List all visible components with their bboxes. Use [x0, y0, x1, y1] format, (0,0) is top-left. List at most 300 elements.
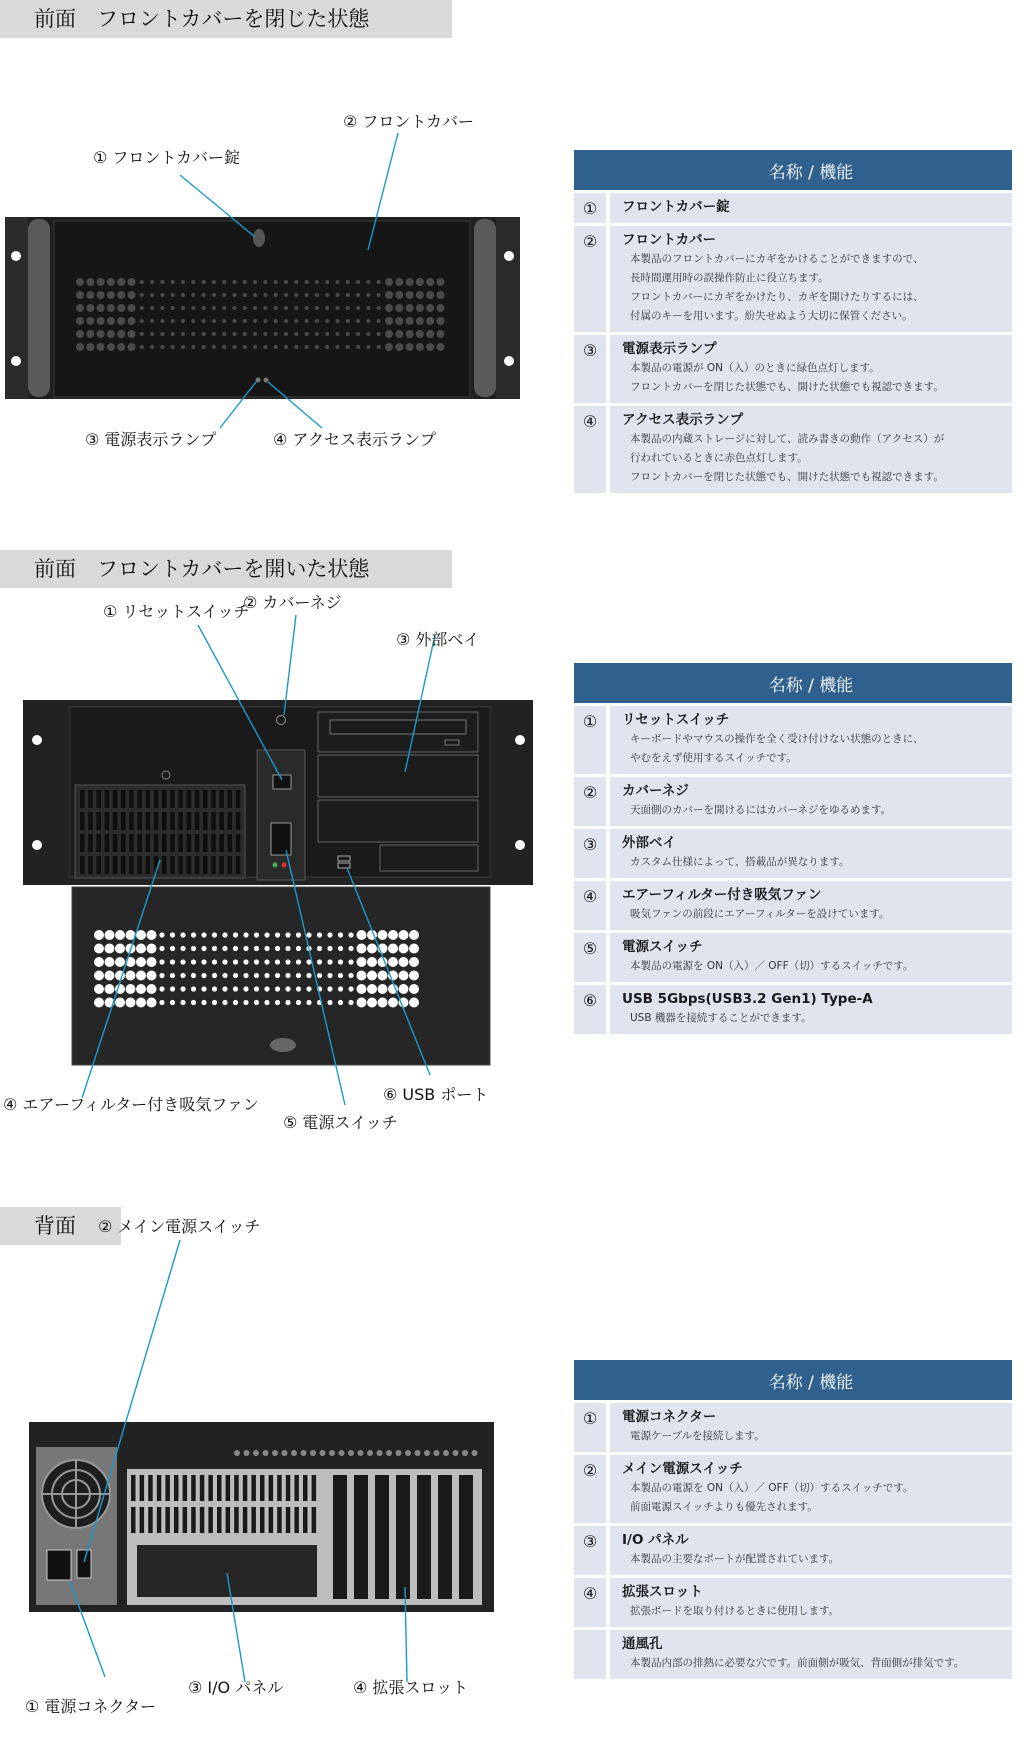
vent-hole: [171, 345, 175, 349]
vent-hole: [338, 959, 343, 964]
vent-hole: [325, 332, 329, 336]
filter-slot: [203, 834, 208, 852]
row-number: ②: [574, 777, 610, 826]
vent-hole: [253, 1450, 259, 1456]
item-title: メイン電源スイッチ: [622, 1461, 743, 1477]
vent-hole: [274, 306, 278, 310]
vent-hole: [222, 345, 226, 349]
vent-hole: [325, 306, 329, 310]
filter-slot: [129, 856, 134, 874]
vent-hole: [395, 291, 403, 299]
exhaust-slot: [286, 1507, 291, 1533]
vent-hole: [395, 343, 403, 351]
section-header-rear: 背面: [0, 1207, 121, 1245]
vent-hole: [243, 280, 247, 284]
exhaust-slot: [217, 1475, 222, 1501]
vent-hole: [367, 944, 377, 954]
vent-hole: [346, 306, 350, 310]
vent-hole: [191, 932, 196, 937]
vent-hole: [325, 345, 329, 349]
vent-hole: [367, 984, 377, 994]
cover-lock-icon: [253, 229, 265, 247]
vent-hole: [222, 306, 226, 310]
vent-hole: [105, 971, 115, 981]
vent-hole: [202, 345, 206, 349]
vent-hole: [136, 944, 146, 954]
front-closed-diagram: [0, 0, 560, 470]
vent-hole: [367, 957, 377, 967]
vent-hole: [212, 1000, 217, 1005]
vent-hole: [117, 291, 125, 299]
vent-hole: [426, 317, 434, 325]
filter-slot: [154, 834, 159, 852]
vent-hole: [327, 946, 332, 951]
vent-hole: [336, 332, 340, 336]
vent-hole: [117, 304, 125, 312]
exhaust-slot: [303, 1507, 308, 1533]
vent-hole: [377, 1450, 383, 1456]
handle-right: [474, 219, 496, 397]
vent-hole: [147, 998, 157, 1008]
vent-hole: [274, 280, 278, 284]
vent-hole: [202, 306, 206, 310]
callout-main-power-switch: ② メイン電源スイッチ: [98, 1217, 261, 1236]
exhaust-slot: [260, 1507, 265, 1533]
vent-hole: [212, 345, 216, 349]
vent-hole: [86, 343, 94, 351]
vent-hole: [385, 330, 393, 338]
vent-hole: [222, 319, 226, 323]
vent-hole: [272, 1450, 278, 1456]
filter-slot: [154, 790, 159, 808]
vent-hole: [357, 944, 367, 954]
vent-hole: [86, 317, 94, 325]
vent-hole: [243, 1000, 248, 1005]
vent-hole: [150, 280, 154, 284]
callout-external-bay: ③ 外部ベイ: [396, 630, 480, 649]
power-switch: [271, 823, 291, 855]
vent-hole: [180, 959, 185, 964]
vent-hole: [409, 944, 419, 954]
filter-slot: [88, 834, 93, 852]
spec-table-header-row: [574, 663, 1012, 703]
vent-hole: [243, 293, 247, 297]
vent-hole: [212, 332, 216, 336]
vent-hole: [338, 946, 343, 951]
vent-hole: [405, 1450, 411, 1456]
vent-hole: [338, 973, 343, 978]
exhaust-slot: [208, 1475, 213, 1501]
vent-hole: [140, 319, 144, 323]
vent-hole: [150, 332, 154, 336]
vent-hole: [284, 280, 288, 284]
filter-slot: [121, 790, 126, 808]
vent-hole: [327, 986, 332, 991]
vent-hole: [254, 946, 259, 951]
exhaust-slot: [200, 1475, 205, 1501]
vent-hole: [97, 343, 105, 351]
vent-hole: [310, 1450, 316, 1456]
exhaust-slot: [243, 1507, 248, 1533]
filter-slot: [219, 856, 224, 874]
vent-hole: [150, 293, 154, 297]
vent-hole: [171, 332, 175, 336]
filter-slot: [96, 834, 101, 852]
vent-hole: [233, 280, 237, 284]
vent-hole: [128, 291, 136, 299]
table-row: [574, 985, 1012, 1034]
exhaust-slot: [269, 1475, 274, 1501]
vent-hole: [170, 986, 175, 991]
table-row: [574, 777, 1012, 826]
vent-hole: [140, 332, 144, 336]
vent-hole: [399, 944, 409, 954]
vent-hole: [336, 345, 340, 349]
vent-hole: [254, 986, 259, 991]
expansion-slot-cover: [459, 1475, 473, 1599]
filter-slot: [162, 790, 167, 808]
filter-slot: [105, 834, 110, 852]
vent-hole: [233, 932, 238, 937]
vent-hole: [320, 1450, 326, 1456]
exhaust-slot: [226, 1507, 231, 1533]
filter-slot: [162, 812, 167, 830]
vent-hole: [160, 332, 164, 336]
vent-hole: [348, 946, 353, 951]
filter-slot: [228, 812, 233, 830]
item-title: 拡張スロット: [622, 1584, 703, 1600]
table-row: [574, 706, 1012, 774]
callout-power-connector: ① 電源コネクター: [25, 1697, 157, 1716]
exhaust-slot: [165, 1475, 170, 1501]
vent-hole: [377, 280, 381, 284]
vent-hole: [202, 280, 206, 284]
item-description: 本製品の主要なポートが配置されています。: [630, 1553, 840, 1565]
vent-hole: [201, 959, 206, 964]
vent-hole: [356, 306, 360, 310]
item-description: 拡張ボードを取り付けるときに使用します。: [630, 1605, 840, 1617]
vent-hole: [388, 998, 398, 1008]
front-open-diagram: [0, 550, 560, 1150]
filter-slot: [236, 790, 241, 808]
vent-hole: [399, 984, 409, 994]
spec-table-header: 名称 / 機能: [610, 1360, 1012, 1400]
filter-slot: [88, 812, 93, 830]
vent-hole: [472, 1450, 478, 1456]
callout-front-cover: ② フロントカバー: [343, 112, 474, 131]
filter-slot: [236, 856, 241, 874]
vent-hole: [409, 984, 419, 994]
callout-cover-screw: ② カバーネジ: [243, 593, 342, 612]
item-description: 天面側のカバーを開けるにはカバーネジをゆるめます。: [630, 804, 892, 816]
vent-hole: [191, 1000, 196, 1005]
vent-hole: [395, 278, 403, 286]
vent-hole: [233, 1000, 238, 1005]
vent-hole: [264, 946, 269, 951]
spec-table-rear: [574, 1357, 1012, 1682]
access-lamp-icon: [264, 378, 269, 383]
vent-hole: [315, 332, 319, 336]
vent-hole: [275, 946, 280, 951]
exhaust-slot: [226, 1475, 231, 1501]
vent-hole: [150, 306, 154, 310]
vent-hole: [191, 280, 195, 284]
vent-hole: [243, 319, 247, 323]
vent-hole: [254, 973, 259, 978]
vent-hole: [348, 973, 353, 978]
row-number: ⑤: [574, 933, 610, 982]
filter-slot: [211, 856, 216, 874]
vent-hole: [356, 280, 360, 284]
item-description: 吸気ファンの前段にエアーフィルターを設けています。: [630, 908, 890, 920]
vent-hole: [275, 932, 280, 937]
vent-hole: [243, 306, 247, 310]
vent-hole: [243, 932, 248, 937]
vent-hole: [191, 986, 196, 991]
spec-table-header-row: [574, 1360, 1012, 1400]
header-num-cell: [574, 150, 610, 190]
item-title: 外部ベイ: [622, 835, 676, 851]
vent-hole: [107, 278, 115, 286]
row-number: ④: [574, 1578, 610, 1627]
vent-hole: [395, 317, 403, 325]
vent-hole: [426, 291, 434, 299]
vent-hole: [367, 971, 377, 981]
filter-slot: [178, 812, 183, 830]
vent-hole: [117, 343, 125, 351]
vent-hole: [388, 930, 398, 940]
vent-hole: [437, 278, 445, 286]
vent-hole: [358, 1450, 364, 1456]
table-row: [574, 1403, 1012, 1452]
exhaust-slot: [183, 1475, 188, 1501]
vent-hole: [284, 319, 288, 323]
vent-hole: [416, 278, 424, 286]
vent-hole: [233, 959, 238, 964]
vent-hole: [348, 1450, 354, 1456]
vent-hole: [136, 998, 146, 1008]
vent-hole: [212, 306, 216, 310]
filter-slot: [146, 790, 151, 808]
filter-slot: [162, 834, 167, 852]
exhaust-slot: [157, 1507, 162, 1533]
exhaust-slot: [294, 1507, 299, 1533]
filter-slot: [228, 856, 233, 874]
expansion-slot-cover: [396, 1475, 410, 1599]
mount-hole-icon: [504, 356, 514, 366]
vent-hole: [191, 306, 195, 310]
vent-hole: [147, 930, 157, 940]
vent-hole: [315, 306, 319, 310]
vent-hole: [191, 345, 195, 349]
expansion-slot-cover: [375, 1475, 389, 1599]
vent-hole: [426, 343, 434, 351]
vent-hole: [233, 319, 237, 323]
vent-hole: [325, 293, 329, 297]
item-title: エアーフィルター付き吸気ファン: [622, 887, 822, 903]
vent-hole: [409, 998, 419, 1008]
filter-slot: [187, 856, 192, 874]
vent-hole: [338, 1000, 343, 1005]
vent-hole: [346, 280, 350, 284]
vent-hole: [243, 946, 248, 951]
vent-hole: [159, 959, 164, 964]
vent-hole: [409, 930, 419, 940]
vent-hole: [315, 319, 319, 323]
vent-hole: [356, 332, 360, 336]
vent-hole: [296, 959, 301, 964]
vent-hole: [181, 280, 185, 284]
vent-hole: [253, 293, 257, 297]
vent-hole: [222, 280, 226, 284]
vent-hole: [97, 291, 105, 299]
exhaust-slot: [234, 1507, 239, 1533]
table-row: [574, 1526, 1012, 1575]
filter-slot: [178, 790, 183, 808]
vent-hole: [274, 345, 278, 349]
vent-hole: [170, 973, 175, 978]
mount-hole-icon: [11, 356, 21, 366]
filter-slot: [154, 812, 159, 830]
vent-hole: [385, 343, 393, 351]
item-title: 通風孔: [622, 1636, 663, 1652]
vent-hole: [191, 332, 195, 336]
vent-hole: [94, 998, 104, 1008]
vent-hole: [263, 280, 267, 284]
spec-table-header-row: [574, 150, 1012, 190]
external-bay-small: [380, 845, 478, 871]
vent-hole: [437, 304, 445, 312]
table-row: [574, 193, 1012, 223]
reset-switch: [273, 775, 291, 789]
vent-hole: [296, 986, 301, 991]
vent-hole: [306, 973, 311, 978]
mount-hole-icon: [504, 251, 514, 261]
vent-hole: [294, 332, 298, 336]
vent-hole: [356, 293, 360, 297]
header-num-cell: [574, 663, 610, 703]
filter-slot: [146, 812, 151, 830]
vent-hole: [399, 957, 409, 967]
filter-slot: [203, 790, 208, 808]
vent-hole: [201, 946, 206, 951]
vent-hole: [254, 959, 259, 964]
vent-hole: [378, 984, 388, 994]
mount-hole-icon: [515, 735, 525, 745]
vent-hole: [107, 343, 115, 351]
filter-slot: [121, 834, 126, 852]
power-lamp-icon: [256, 378, 261, 383]
filter-slot: [88, 856, 93, 874]
filter-slot: [170, 856, 175, 874]
filter-slot: [195, 812, 200, 830]
filter-slot: [195, 856, 200, 874]
vent-hole: [327, 959, 332, 964]
vent-hole: [282, 1450, 288, 1456]
filter-slot: [80, 790, 85, 808]
vent-hole: [181, 345, 185, 349]
vent-hole: [234, 1450, 240, 1456]
vent-hole: [305, 345, 309, 349]
vent-hole: [222, 332, 226, 336]
callout-cover-lock: ① フロントカバー錠: [93, 148, 240, 167]
vent-hole: [346, 319, 350, 323]
filter-slot: [187, 812, 192, 830]
vent-hole: [222, 293, 226, 297]
spec-table-front-closed: [574, 147, 1012, 496]
filter-slot: [170, 834, 175, 852]
cover-lock-icon: [270, 1038, 296, 1052]
vent-hole: [346, 293, 350, 297]
vent-hole: [171, 293, 175, 297]
vent-hole: [406, 317, 414, 325]
vent-hole: [171, 280, 175, 284]
vent-hole: [136, 957, 146, 967]
vent-hole: [222, 973, 227, 978]
table-row: [574, 829, 1012, 878]
vent-hole: [301, 1450, 307, 1456]
vent-hole: [222, 1000, 227, 1005]
vent-hole: [385, 291, 393, 299]
vent-hole: [253, 306, 257, 310]
vent-hole: [348, 932, 353, 937]
vent-hole: [191, 973, 196, 978]
vent-hole: [346, 332, 350, 336]
vent-hole: [115, 944, 125, 954]
vent-hole: [243, 986, 248, 991]
vent-hole: [378, 998, 388, 1008]
vent-hole: [222, 932, 227, 937]
exhaust-slot: [243, 1475, 248, 1501]
vent-hole: [437, 291, 445, 299]
table-row: [574, 933, 1012, 982]
callout-expansion-slot: ④ 拡張スロット: [353, 1678, 469, 1697]
filter-slot: [80, 834, 85, 852]
exhaust-slot: [277, 1475, 282, 1501]
vent-hole: [399, 971, 409, 981]
table-row: [574, 1630, 1012, 1679]
exhaust-slot: [251, 1507, 256, 1533]
vent-hole: [263, 319, 267, 323]
vent-hole: [105, 944, 115, 954]
vent-hole: [399, 930, 409, 940]
vent-hole: [180, 932, 185, 937]
section-header-front-open: 前面 フロントカバーを開いた状態: [0, 550, 452, 588]
vent-hole: [170, 946, 175, 951]
vent-hole: [147, 971, 157, 981]
filter-slot: [113, 812, 118, 830]
vent-hole: [317, 959, 322, 964]
vent-hole: [424, 1450, 430, 1456]
vent-hole: [86, 330, 94, 338]
vent-hole: [275, 959, 280, 964]
callout-power-switch: ⑤ 電源スイッチ: [283, 1113, 398, 1132]
exhaust-slot: [277, 1507, 282, 1533]
vent-hole: [180, 1000, 185, 1005]
vent-hole: [377, 345, 381, 349]
vent-hole: [291, 1450, 297, 1456]
vent-hole: [222, 986, 227, 991]
vent-hole: [264, 986, 269, 991]
filter-slot: [203, 812, 208, 830]
vent-hole: [97, 278, 105, 286]
vent-hole: [233, 293, 237, 297]
table-row: [574, 335, 1012, 403]
vent-hole: [378, 930, 388, 940]
vent-hole: [294, 280, 298, 284]
table-row: [574, 881, 1012, 930]
vent-hole: [406, 278, 414, 286]
